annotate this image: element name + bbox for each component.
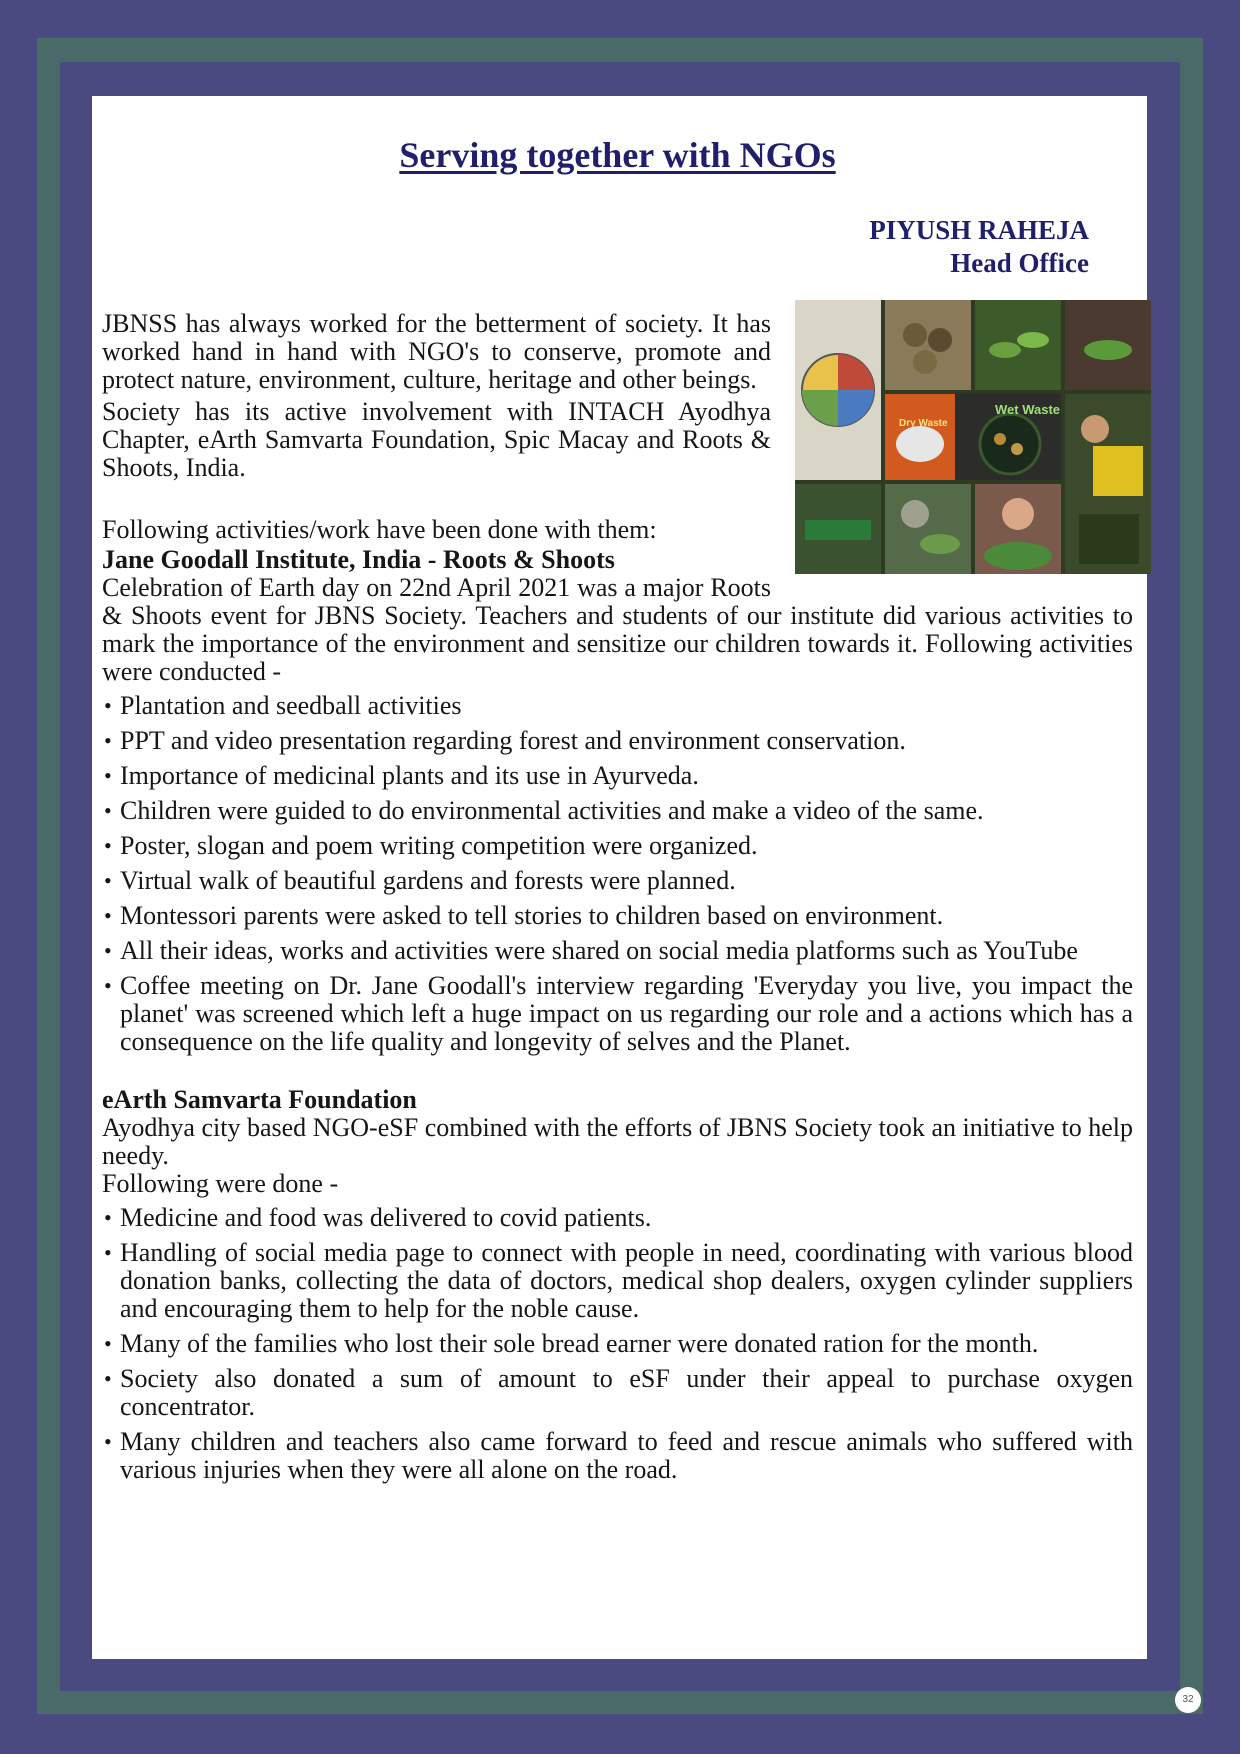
section-text-esf: Ayodhya city based NGO-eSF combined with the efforts of JBNS Society took an initiative to help needy. [102, 1113, 1133, 1170]
page-number-badge: 32 [1175, 1687, 1201, 1713]
collage-photo-waste-bins [885, 394, 1061, 480]
bullet-icon: • [104, 1366, 112, 1391]
list-item: • Handling of social media page to connect with people in need, coordinating with various blood donation banks, collecting the data of doctors, medical shop dealers, oxygen cylinder suppliers and encouraging them to help for the noble cause. [104, 1238, 1133, 1323]
collage-photo-plants [975, 300, 1061, 390]
page-title: Serving together with NGOs [399, 135, 836, 175]
pie-drawing-icon [795, 300, 881, 480]
collage-photo-herbs [885, 484, 971, 574]
author-office: Head Office [950, 248, 1089, 278]
activity-photo-collage [795, 300, 1151, 574]
intro-paragraph-3: Following activities/work have been done with them: [102, 515, 657, 544]
list-item: • Medicine and food was delivered to covid patients. [104, 1203, 652, 1232]
intro-paragraph-2: Society has its active involvement with INTACH Ayodhya Chapter, eArth Samvarta Foundation, Spic Macay and Roots & Shoots, India. [102, 397, 771, 482]
collage-photo-girl-plant [975, 484, 1061, 574]
bullet-icon: • [104, 833, 112, 858]
bullet-icon: • [104, 1331, 112, 1356]
bullet-icon: • [104, 1205, 112, 1230]
article-body [102, 310, 1133, 1484]
bullet-icon: • [104, 728, 112, 753]
intro-paragraph-1: JBNSS has always worked for the betterment of society. It has worked hand in hand with NGO's to conserve, promote and protect nature, environment, culture, heritage and other beings. [102, 309, 771, 394]
author-block [102, 214, 1089, 280]
wet-waste-label: Wet Waste [995, 402, 1061, 417]
list-item: • Society also donated a sum of amount to eSF under their appeal to purchase oxygen concentrator. [104, 1364, 1133, 1421]
list-item: • Many of the families who lost their sole bread earner were donated ration for the month. [104, 1329, 1039, 1358]
list-item: • Importance of medicinal plants and its use in Ayurveda. [104, 761, 699, 790]
document-page [92, 96, 1147, 1659]
bullet-icon: • [104, 1429, 112, 1454]
list-item: • Many children and teachers also came forward to feed and rescue animals who suffered with various injuries when they were all alone on the road. [104, 1427, 1133, 1484]
bullet-icon: • [104, 973, 112, 998]
collage-photo-seedballs [885, 300, 971, 390]
collage-photo-chart [795, 300, 881, 480]
collage-photo-child-planting [1065, 394, 1151, 574]
section-followup-esf: Following were done - [102, 1169, 339, 1198]
collage-photo-forest [795, 484, 881, 574]
bullet-icon: • [104, 693, 112, 718]
bullet-icon: • [104, 903, 112, 928]
collage-photo-sapling [1065, 300, 1151, 390]
roots-shoots-activity-list [102, 692, 1133, 1056]
esf-activity-list [102, 1204, 1133, 1484]
dry-waste-label: Dry Waste [899, 418, 948, 429]
bullet-icon: • [104, 1240, 112, 1265]
section-heading-roots-shoots: Jane Goodall Institute, India - Roots & Shoots [102, 545, 615, 574]
bullet-icon: • [104, 938, 112, 963]
list-item: • Poster, slogan and poem writing competition were organized. [104, 831, 758, 860]
list-item: • Montessori parents were asked to tell stories to children based on environment. [104, 901, 944, 930]
list-item: • Children were guided to do environmental activities and make a video of the same. [104, 796, 984, 825]
list-item: • Virtual walk of beautiful gardens and forests were planned. [104, 866, 736, 895]
bullet-icon: • [104, 763, 112, 788]
bullet-icon: • [104, 868, 112, 893]
section-heading-esf: eArth Samvarta Foundation [102, 1085, 417, 1114]
bullet-icon: • [104, 798, 112, 823]
list-item: • All their ideas, works and activities were shared on social media platforms such as YouTube [104, 936, 1078, 965]
author-name: PIYUSH RAHEJA [869, 215, 1089, 245]
list-item: • PPT and video presentation regarding forest and environment conservation. [104, 726, 906, 755]
list-item: • Plantation and seedball activities [104, 691, 462, 720]
esf-section [102, 1086, 1133, 1484]
section-text-roots-shoots: Celebration of Earth day on 22nd April 2021 was a major Roots & Shoots event for JBNS Society. Teachers and students of our institute did various activities to mark the importance of the environment and sensitize our children towards it. Following activities were conducted - [102, 573, 1133, 686]
list-item: • Coffee meeting on Dr. Jane Goodall's interview regarding 'Everyday you live, you impact the planet' was screened which left a huge impact on us regarding our role and a actions which has a consequence on the life quality and longevity of selves and the Planet. [104, 971, 1133, 1056]
